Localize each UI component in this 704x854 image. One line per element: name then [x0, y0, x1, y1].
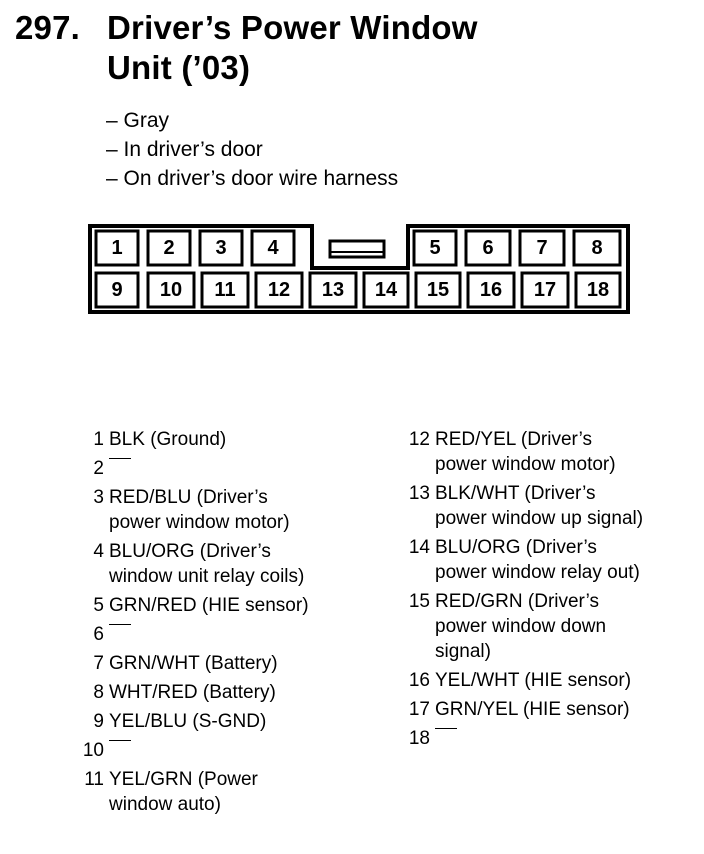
pin-description-line: BLK (Ground) [109, 429, 227, 450]
title-number: 297. [15, 9, 81, 46]
pin-description [104, 593, 309, 618]
title-line-1: Driver’s Power Window [107, 9, 478, 46]
pin-description-line: GRN/RED (HIE sensor) [109, 595, 309, 616]
pin-description-line: window auto) [109, 794, 221, 815]
pin-label-11: 11 [214, 279, 236, 301]
pin-number: 9 [93, 711, 104, 732]
pin-list-right [396, 427, 696, 755]
pin-description [104, 456, 131, 481]
pin-description-line: GRN/YEL (HIE sensor) [435, 699, 630, 720]
unused-pin-dash [109, 740, 131, 741]
pin-label-14: 14 [374, 279, 398, 301]
pin-description [104, 709, 266, 734]
pin-description-line: RED/GRN (Driver’s [435, 591, 599, 612]
pin-label-17: 17 [533, 279, 557, 301]
pin-description-line: GRN/WHT (Battery) [109, 653, 278, 674]
connector-latch [330, 241, 384, 257]
pin-number: 2 [93, 458, 104, 479]
pin-row [396, 427, 696, 477]
pin-description-line: window unit relay coils) [109, 566, 305, 587]
page-title [15, 8, 478, 88]
pin-description-line: WHT/RED (Battery) [109, 682, 276, 703]
unused-pin-dash [109, 624, 131, 625]
pin-number: 14 [408, 537, 430, 558]
pin-description [430, 589, 606, 664]
pin-row [396, 726, 696, 751]
pin-description-line: power window down [435, 616, 607, 637]
pin-number: 1 [93, 429, 104, 450]
pin-row [396, 481, 696, 531]
pin-description-line: power window relay out) [435, 562, 640, 583]
pin-description [104, 767, 258, 817]
pin-row [70, 539, 370, 589]
note-location: – In driver’s door [106, 138, 263, 161]
pin-number: 6 [93, 624, 104, 645]
pin-number: 17 [408, 699, 430, 720]
pin-row [396, 668, 696, 693]
unused-pin-dash [109, 458, 131, 459]
pin-description-line: YEL/WHT (HIE sensor) [435, 670, 632, 691]
pin-description-line: power window motor) [435, 454, 616, 475]
note-color: – Gray [106, 109, 170, 132]
pin-description [104, 622, 131, 647]
pin-label-5: 5 [429, 237, 441, 259]
pin-description [430, 668, 631, 693]
pin-label-12: 12 [267, 279, 291, 301]
pin-label-7: 7 [536, 237, 548, 259]
pin-row [70, 709, 370, 734]
pin-label-13: 13 [321, 279, 345, 301]
pin-description-line: power window motor) [109, 512, 290, 533]
pin-description [104, 427, 226, 452]
pin-row [70, 767, 370, 817]
pin-row [70, 427, 370, 452]
pin-description [104, 651, 278, 676]
connector-notes [106, 106, 398, 193]
pin-row [70, 651, 370, 676]
note-harness: – On driver’s door wire harness [106, 167, 399, 190]
pin-number: 18 [408, 728, 430, 749]
pin-row [70, 485, 370, 535]
bottom-row-cells [96, 273, 620, 307]
pin-list-left [70, 427, 370, 821]
pin-description-line: RED/BLU (Driver’s [109, 487, 268, 508]
pin-label-1: 1 [111, 237, 123, 259]
pin-label-16: 16 [479, 279, 503, 301]
pin-description-line: BLU/ORG (Driver’s [435, 537, 597, 558]
pin-number: 3 [93, 487, 104, 508]
pin-number: 11 [84, 769, 104, 790]
pin-description-line: signal) [435, 641, 491, 662]
pin-description-line: BLU/ORG (Driver’s [109, 541, 271, 562]
pin-row [396, 697, 696, 722]
pin-label-4: 4 [267, 237, 279, 259]
pin-number: 10 [82, 740, 104, 761]
pin-label-3: 3 [215, 237, 227, 259]
pin-row [70, 622, 370, 647]
pin-row [396, 589, 696, 664]
pin-label-8: 8 [591, 237, 603, 259]
pin-description [104, 539, 304, 589]
pin-label-18: 18 [586, 279, 610, 301]
title-line-2: Unit (’03) [107, 49, 251, 86]
pin-number: 5 [93, 595, 104, 616]
pin-number: 8 [93, 682, 104, 703]
pin-description [430, 535, 640, 585]
pin-description-line: RED/YEL (Driver’s [435, 429, 592, 450]
pin-description [104, 680, 276, 705]
pin-number: 13 [408, 483, 430, 504]
pin-row [70, 738, 370, 763]
pin-description [104, 738, 131, 763]
pin-label-15: 15 [426, 279, 450, 301]
pin-description [430, 726, 457, 751]
pin-label-10: 10 [159, 279, 183, 301]
pin-row [70, 680, 370, 705]
connector-housing [90, 226, 628, 312]
pin-description-line: BLK/WHT (Driver’s [435, 483, 596, 504]
pin-number: 16 [408, 670, 430, 691]
pin-description [430, 427, 616, 477]
pin-description [104, 485, 290, 535]
pin-row [396, 535, 696, 585]
pin-number: 15 [408, 591, 430, 612]
pin-label-9: 9 [111, 279, 123, 301]
unused-pin-dash [435, 728, 457, 729]
pin-description [430, 697, 630, 722]
pin-label-6: 6 [482, 237, 494, 259]
top-row-cells [96, 231, 620, 265]
pin-description-line: YEL/GRN (Power [109, 769, 258, 790]
pin-description-line: power window up signal) [435, 508, 644, 529]
pin-description [430, 481, 643, 531]
pin-row [70, 593, 370, 618]
pin-number: 7 [93, 653, 104, 674]
pin-number: 12 [408, 429, 430, 450]
pin-number: 4 [93, 541, 104, 562]
pin-label-2: 2 [163, 237, 175, 259]
pin-row [70, 456, 370, 481]
pin-description-line: YEL/BLU (S-GND) [109, 711, 267, 732]
